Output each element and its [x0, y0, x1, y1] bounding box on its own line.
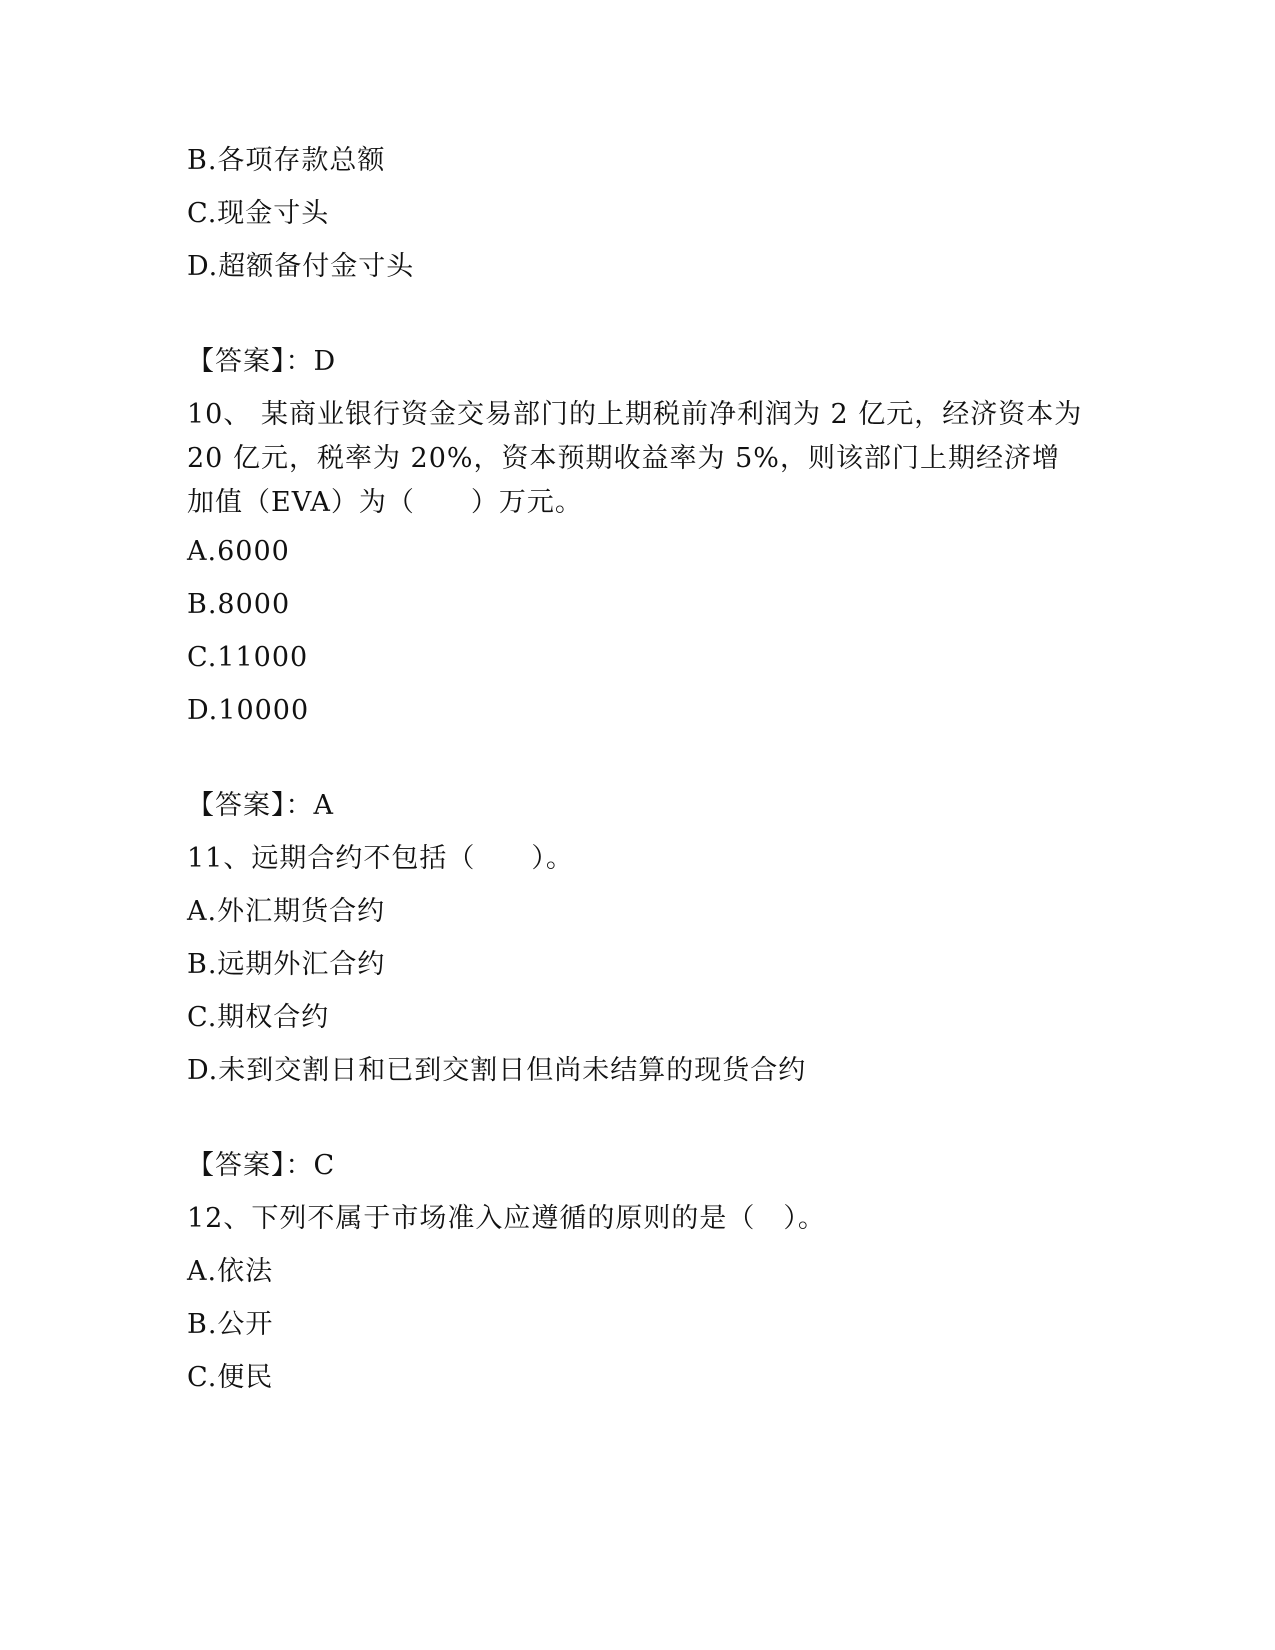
- option-a: A.6000: [187, 536, 290, 567]
- option-c: C.期权合约: [187, 1002, 330, 1033]
- answer-label: 【答案】：A: [187, 790, 334, 821]
- option-b: B.公开: [187, 1309, 274, 1340]
- option-b: B.各项存款总额: [187, 145, 386, 176]
- option-d: D.超额备付金寸头: [187, 251, 415, 282]
- answer-label: 【答案】：C: [187, 1150, 336, 1181]
- option-a: A.外汇期货合约: [187, 896, 386, 927]
- option-a: A.依法: [187, 1256, 274, 1287]
- question-12: 12、下列不属于市场准入应遵循的原则的是（ ）。: [187, 1203, 826, 1234]
- question-10: 10、 某商业银行资金交易部门的上期税前净利润为 2 亿元，经济资本为 20 亿元，税率为 20%，资本预期收益率为 5%，则该部门上期经济增加值（EVA）为（ ）万元。: [187, 399, 1083, 518]
- option-d: D.10000: [187, 695, 310, 726]
- option-b: B.远期外汇合约: [187, 949, 386, 980]
- question-11: 11、远期合约不包括（ ）。: [187, 843, 574, 874]
- option-c: C.11000: [187, 642, 309, 673]
- option-b: B.8000: [187, 589, 291, 620]
- answer-label: 【答案】：D: [187, 346, 337, 377]
- option-c: C.便民: [187, 1362, 274, 1393]
- option-d: D.未到交割日和已到交割日但尚未结算的现货合约: [187, 1055, 807, 1086]
- option-c: C.现金寸头: [187, 198, 330, 229]
